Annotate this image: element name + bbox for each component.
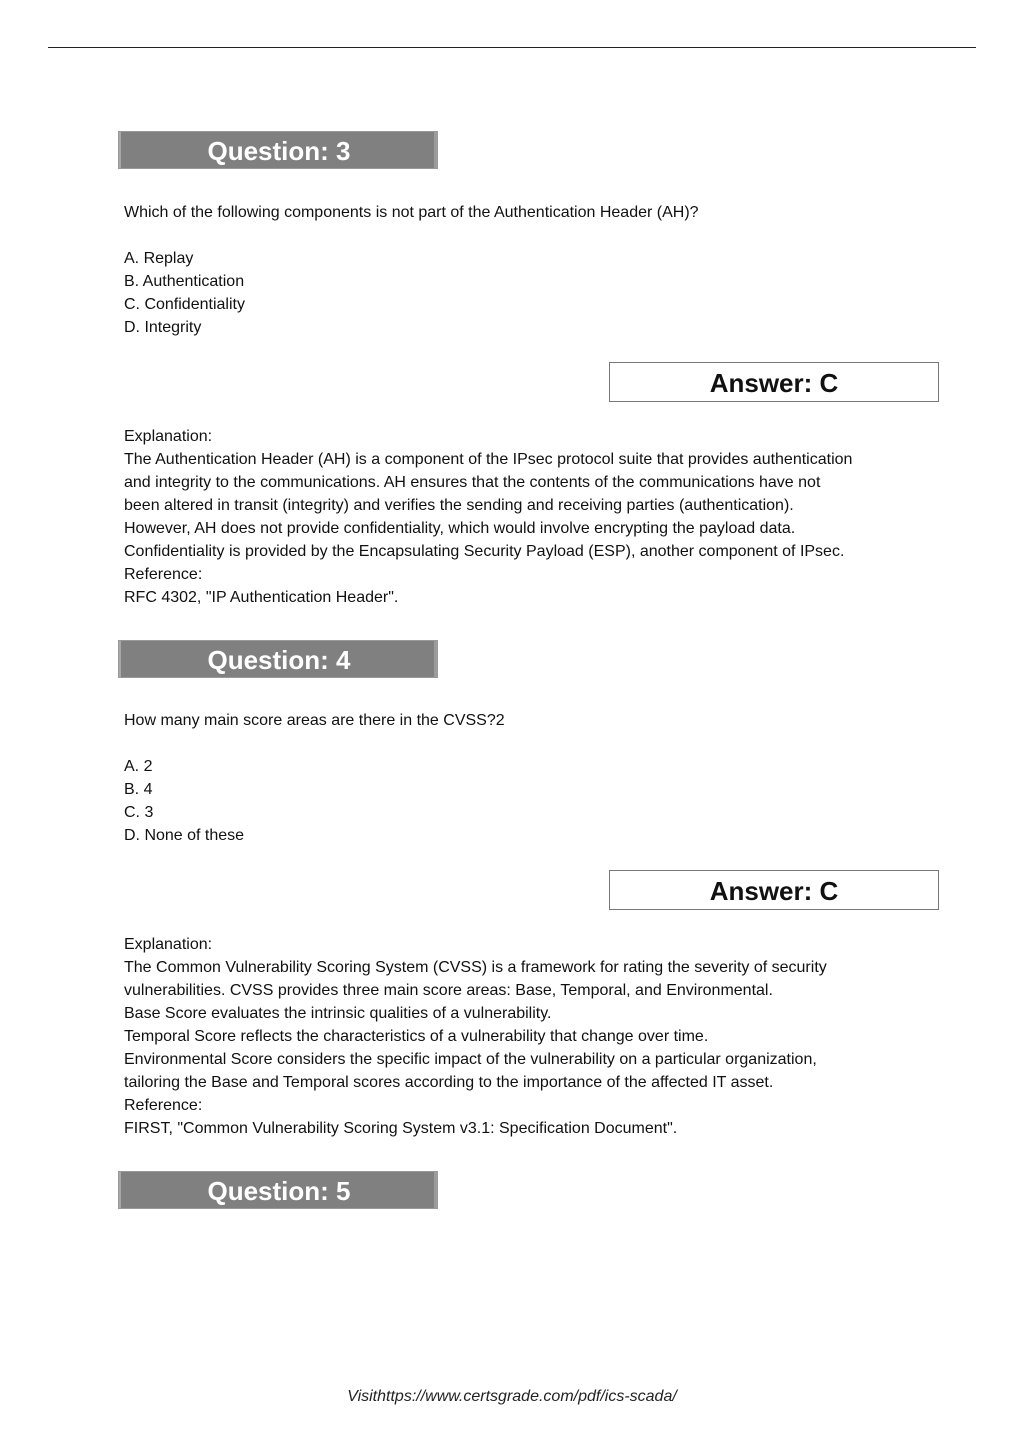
question-3-option-a: A. Replay (124, 250, 194, 267)
question-4-option-b: B. 4 (124, 781, 153, 798)
question-4-heading: Question: 4 (207, 645, 351, 675)
question-4-explanation-line: The Common Vulnerability Scoring System (CVSS) is a framework for rating the severity of security (124, 959, 827, 976)
question-3-option-b: B. Authentication (124, 273, 245, 290)
question-3-heading: Question: 3 (207, 136, 351, 166)
question-3-explanation-line: been altered in transit (integrity) and verifies the sending and receiving parties (authentication). (124, 497, 794, 514)
question-4-option-d: D. None of these (124, 827, 245, 844)
question-3-banner (118, 131, 438, 169)
question-3-explanation-line: However, AH does not provide confidentiality, which would involve encrypting the payload data. (124, 520, 796, 537)
question-3-option-d: D. Integrity (124, 319, 202, 336)
question-4-answer-box (609, 870, 939, 910)
question-4-explanation-line: vulnerabilities. CVSS provides three main score areas: Base, Temporal, and Environmental. (124, 982, 773, 999)
question-4-banner (118, 640, 438, 678)
question-4-option-c: C. 3 (124, 804, 154, 821)
question-4-explanation-line: Temporal Score reflects the characteristics of a vulnerability that change over time. (124, 1028, 709, 1045)
question-3-explanation-line: RFC 4302, "IP Authentication Header". (124, 589, 399, 606)
question-4-explanation-line: Base Score evaluates the intrinsic qualities of a vulnerability. (124, 1005, 552, 1022)
question-3-explanation-line: Confidentiality is provided by the Encapsulating Security Payload (ESP), another component of IPsec. (124, 543, 845, 560)
question-4-explanation-line: FIRST, "Common Vulnerability Scoring System v3.1: Specification Document". (124, 1120, 678, 1137)
question-4-answer: Answer: C (709, 876, 839, 906)
question-4-explanation-line: Reference: (124, 1097, 203, 1114)
question-3-answer: Answer: C (709, 368, 839, 398)
question-3-explanation-line: Reference: (124, 566, 203, 583)
question-4-explanation-line: Explanation: (124, 936, 213, 953)
question-5-heading: Question: 5 (207, 1176, 351, 1206)
question-3-text: Which of the following components is not part of the Authentication Header (AH)? (124, 204, 699, 221)
question-3-explanation-line: Explanation: (124, 428, 213, 445)
question-4-option-a: A. 2 (124, 758, 153, 775)
top-rule (48, 47, 976, 48)
question-5-banner (118, 1171, 438, 1209)
question-4-text: How many main score areas are there in the CVSS?2 (124, 712, 505, 729)
footer-visit-link[interactable]: Visithttps://www.certsgrade.com/pdf/ics-scada/ (347, 1388, 677, 1405)
question-4-explanation-line: Environmental Score considers the specific impact of the vulnerability on a particular organization, (124, 1051, 817, 1068)
question-3-explanation-line: and integrity to the communications. AH ensures that the contents of the communications have not (124, 474, 821, 491)
question-3-explanation-line: The Authentication Header (AH) is a component of the IPsec protocol suite that provides authentication (124, 451, 853, 468)
question-3-option-c: C. Confidentiality (124, 296, 245, 313)
question-4-explanation-line: tailoring the Base and Temporal scores according to the importance of the affected IT asset. (124, 1074, 774, 1091)
question-3-answer-box (609, 362, 939, 402)
